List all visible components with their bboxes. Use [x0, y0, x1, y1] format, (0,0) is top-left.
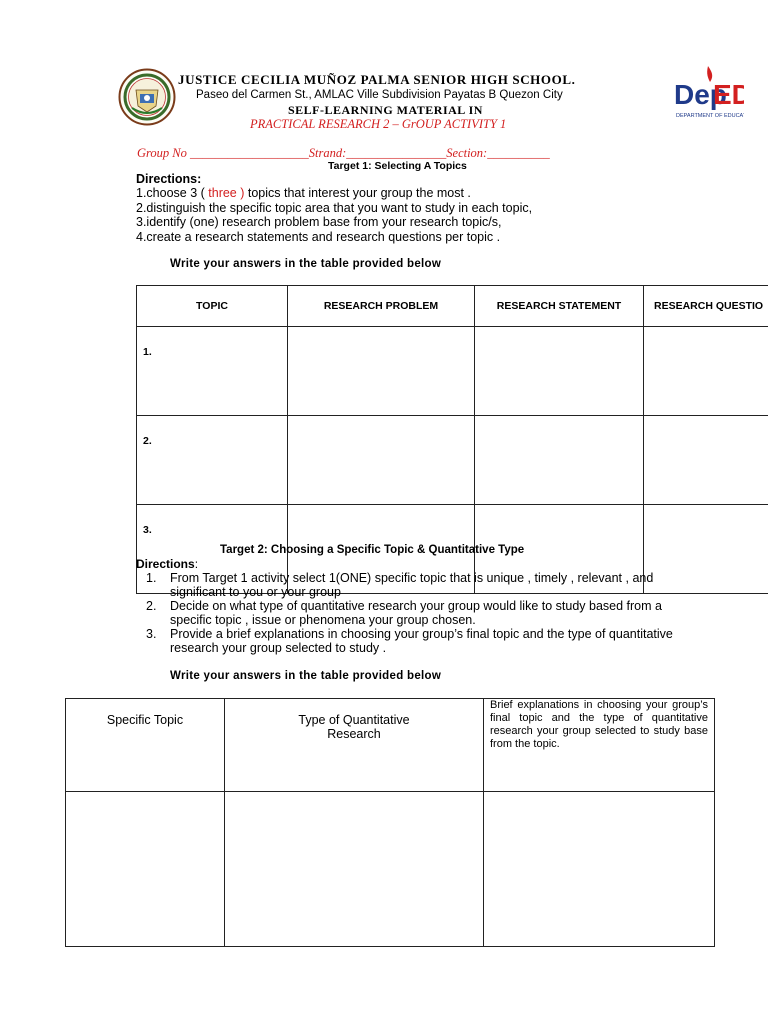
direction-item: 2. Decide on what type of quantitative research your group would like to study based from a specific topic , issue or phenomena your group chosen. [146, 599, 662, 627]
row-number: 2. [137, 416, 288, 505]
direction-item: 3.identify (one) research problem base from your research topic/s, [136, 215, 502, 229]
target2-answer-table [65, 698, 715, 947]
table-header-row [66, 699, 715, 792]
target2-write-prompt: Write your answers in the table provided below [170, 670, 442, 682]
target1-directions-label: Directions: [136, 172, 202, 186]
direction-item: 2.distinguish the specific topic area that you want to study in each topic, [136, 200, 533, 215]
answer-cell[interactable] [644, 416, 768, 505]
school-address: Paseo del Carmen St., AMLAC Ville Subdivision Payatas B Quezon City [196, 89, 563, 101]
header-type-quantitative-research: Type of Quantitative Research [225, 699, 484, 792]
direction-item: 4.create a research statements and research questions per topic . [136, 229, 501, 244]
direction-item: 1.choose 3 ( three ) topics that interest your group the most . [136, 186, 471, 200]
answer-cell[interactable] [66, 792, 225, 947]
answer-cell[interactable] [644, 327, 768, 416]
answer-cell[interactable] [288, 416, 475, 505]
row-number: 3. [137, 505, 288, 594]
row-number: 1. [137, 327, 288, 416]
school-seal-logo [118, 68, 176, 126]
target2-directions-list [146, 571, 686, 655]
target1-directions-list [136, 186, 532, 244]
answer-cell[interactable] [225, 792, 484, 947]
direction-item: 1. From Target 1 activity select 1(ONE) specific topic that is unique , timely , relevant , and significant to you or your group [146, 571, 654, 599]
answer-cell[interactable] [475, 327, 644, 416]
direction-item: 3. Provide a brief explanations in choosing your group’s final topic and the type of quantitative research your group selected to study . [146, 627, 673, 655]
target2-title: Target 2: Choosing a Specific Topic & Quantitative Type [220, 544, 525, 556]
header-topic: TOPIC [137, 286, 288, 327]
table-row [66, 792, 715, 947]
target1-write-prompt: Write your answers in the table provided below [170, 258, 442, 270]
deped-logo [672, 64, 744, 122]
header-specific-topic: Specific Topic [66, 699, 225, 792]
svg-text:Dep: Dep [674, 79, 727, 110]
school-name: JUSTICE CECILIA MUÑOZ PALMA SENIOR HIGH SCHOOL. [178, 72, 576, 87]
material-title: SELF-LEARNING MATERIAL IN [288, 103, 483, 117]
table-header-row [137, 286, 768, 327]
header-research-problem: RESEARCH PROBLEM [288, 286, 475, 327]
target1-title: Target 1: Selecting A Topics [328, 160, 467, 172]
header-research-statement: RESEARCH STATEMENT [475, 286, 644, 327]
target2-directions-label: Directions: [136, 557, 199, 571]
answer-cell[interactable] [484, 792, 715, 947]
subject-title: PRACTICAL RESEARCH 2 – GrOUP ACTIVITY 1 [250, 117, 507, 131]
answer-cell[interactable] [288, 327, 475, 416]
table-row [137, 416, 768, 505]
svg-text:DEPARTMENT OF EDUCATION: DEPARTMENT OF EDUCA [676, 113, 743, 119]
answer-cell[interactable] [475, 416, 644, 505]
group-strand-section-line: Group No ___________________Strand:________________Section:__________ [137, 146, 550, 160]
header-brief-explanations: Brief explanations in choosing your group’s final topic and the type of quantitative research your group selected to study base from the topic. [484, 699, 715, 792]
table-row [137, 327, 768, 416]
header-research-questions: RESEARCH QUESTIO [644, 286, 768, 327]
svg-text:ED: ED [713, 79, 744, 110]
